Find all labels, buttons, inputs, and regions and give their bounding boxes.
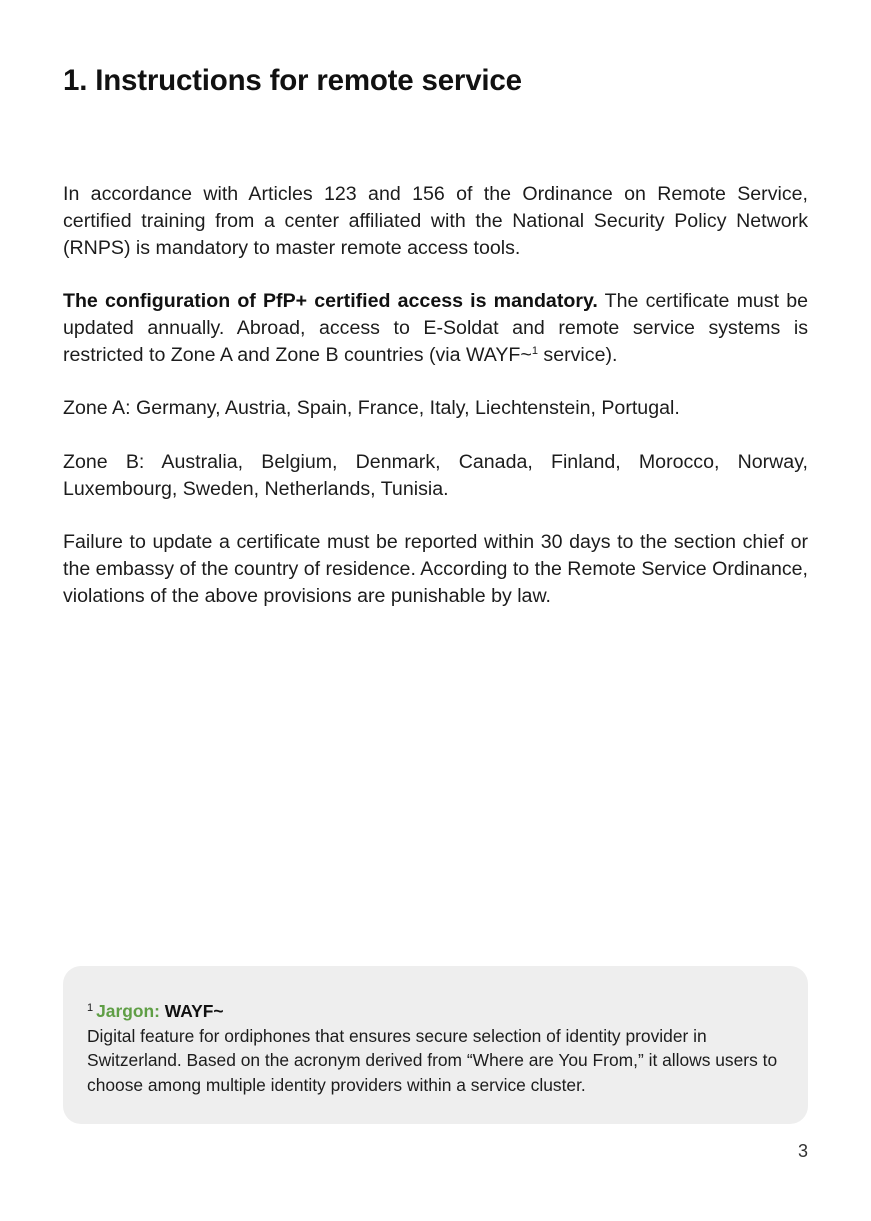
body-text [63,181,808,610]
footnote-reference[interactable]: 1 [531,344,538,357]
footnote-description: Digital feature for ordiphones that ensures secure selection of identity provider in Switzerland. Based on the acronym derived from “Where are You From,” it allows users to choose among multiple identity providers within a service cluster. [87,1025,778,1095]
footnote-marker: 1 [87,1002,94,1014]
certificate-mandatory-statement: The configuration of PfP+ certified access is mandatory. [63,290,598,313]
certificate-details: The certificate must be updated annually. Abroad, access to E-Soldat and remote service systems is restricted to Zone A and Zone B countries (via WAYF~ [63,290,808,366]
page-number: 3 [797,1141,808,1161]
jargon-label: Jargon: [96,1001,160,1021]
paragraph-zone-a: Zone A: Germany, Austria, Spain, France, Italy, Liechtenstein, Portugal. [63,397,680,420]
page-title: 1. Instructions for remote service [63,64,522,97]
jargon-term: WAYF~ [164,1001,224,1021]
footnote-heading [87,999,784,1024]
paragraph-certificate [63,288,808,368]
paragraph-ordinance: In accordance with Articles 123 and 156 of the Ordinance on Remote Service, certified training from a center affiliated with the National Security Policy Network (RNPS) is mandatory to master remote access tools. [63,183,808,259]
footnote-box [63,966,808,1124]
certificate-details-end: service). [537,343,618,366]
paragraph-failure-reporting: Failure to update a certificate must be reported within 30 days to the section chief or the embassy of the country of residence. According to the Remote Service Ordinance, violations of the above provisions are punishable by law. [63,531,808,607]
paragraph-zone-b: Zone B: Australia, Belgium, Denmark, Canada, Finland, Morocco, Norway, Luxembourg, Sweden, Netherlands, Tunisia. [63,450,808,500]
